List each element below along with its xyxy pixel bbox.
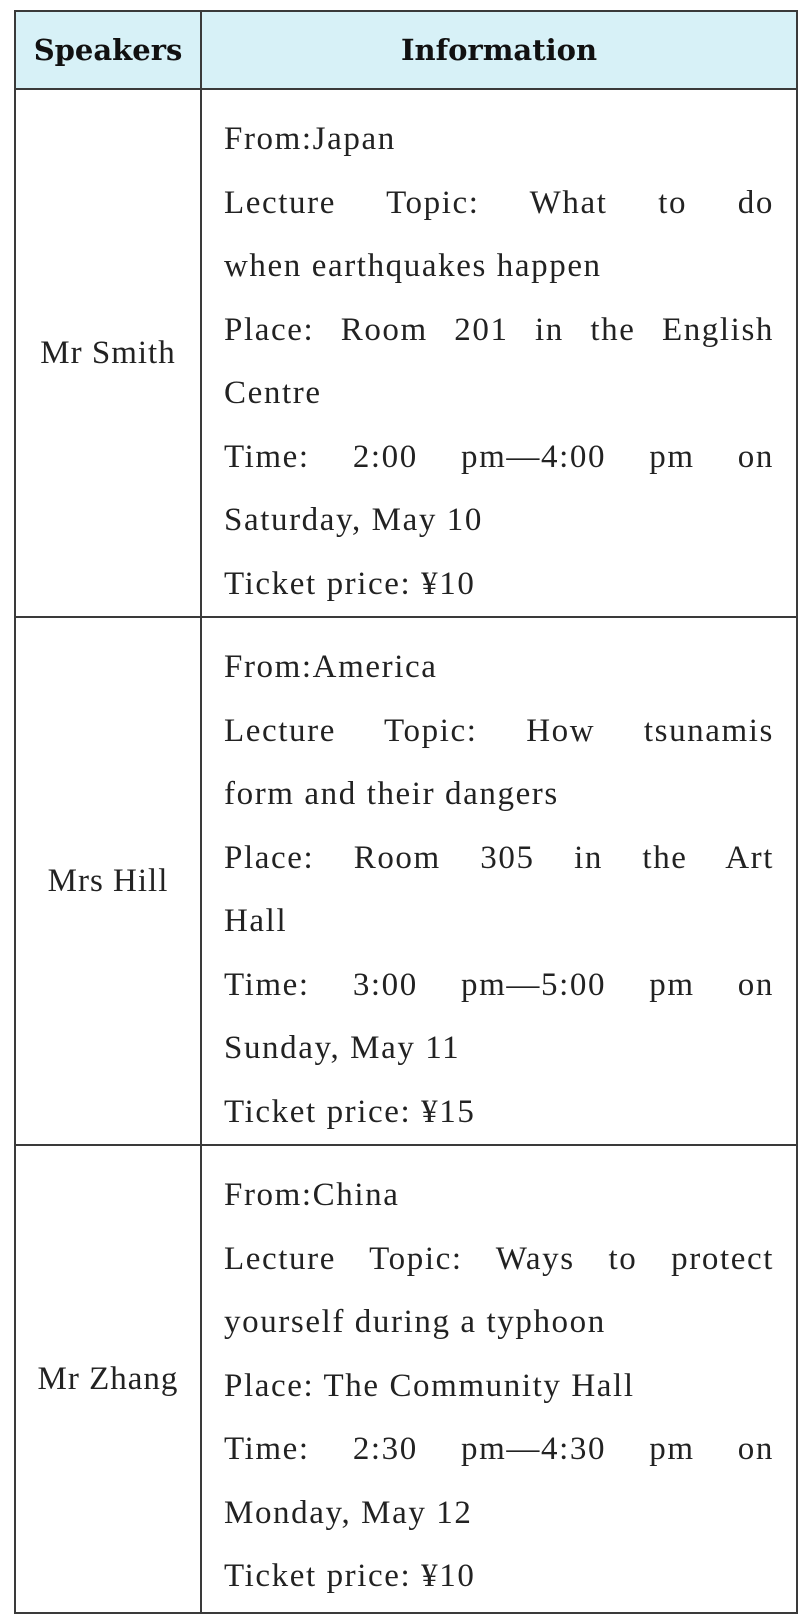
info-line-topic-cont: when earthquakes happen: [224, 248, 602, 284]
info-line-time-cont: Saturday, May 10: [224, 502, 484, 538]
speaker-name: Mr Smith: [15, 89, 201, 617]
info-line-place: Place: Room 201 in the English: [224, 311, 774, 348]
speakers-header: Speakers: [15, 11, 201, 89]
info-line-time-cont: Monday, May 12: [224, 1494, 473, 1531]
header-row: [15, 11, 797, 89]
info-line-from: From:China: [224, 1177, 400, 1213]
table-row: [15, 1145, 797, 1613]
info-line-topic: Lecture Topic: Ways to protect: [224, 1240, 774, 1277]
info-line-place: Place: Room 305 in the Art: [224, 839, 774, 876]
info-line-ticket: Ticket price: ¥15: [224, 1093, 476, 1130]
info-line-time: Time: 2:30 pm—4:30 pm on: [224, 1431, 774, 1467]
lecture-sheet: [14, 10, 796, 1606]
info-line-topic-cont: form and their dangers: [224, 776, 559, 812]
info-line-topic-cont: yourself during a typhoon: [224, 1304, 606, 1340]
speaker-information: [201, 617, 797, 1145]
info-line-place-cont: Hall: [224, 903, 288, 939]
info-line-ticket: Ticket price: ¥10: [224, 1558, 476, 1594]
info-line-from: From:America: [224, 649, 438, 685]
table-row: [15, 617, 797, 1145]
lecture-table: [14, 10, 798, 1614]
info-line-ticket: Ticket price: ¥10: [224, 565, 476, 602]
info-line-place: Place: The Community Hall: [224, 1367, 635, 1404]
speaker-name: Mrs Hill: [15, 617, 201, 1145]
info-line-time: Time: 3:00 pm—5:00 pm on: [224, 966, 774, 1003]
speaker-name: Mr Zhang: [15, 1145, 201, 1613]
table-row: [15, 89, 797, 617]
speaker-information: [201, 89, 797, 617]
speaker-information: [201, 1145, 797, 1613]
info-line-place-cont: Centre: [224, 375, 322, 411]
info-line-time: Time: 2:00 pm—4:00 pm on: [224, 438, 774, 475]
info-line-time-cont: Sunday, May 11: [224, 1030, 461, 1066]
info-line-topic: Lecture Topic: How tsunamis: [224, 712, 774, 749]
information-header: Information: [201, 11, 797, 89]
info-line-from: From:Japan: [224, 121, 396, 157]
info-line-topic: Lecture Topic: What to do: [224, 184, 774, 221]
